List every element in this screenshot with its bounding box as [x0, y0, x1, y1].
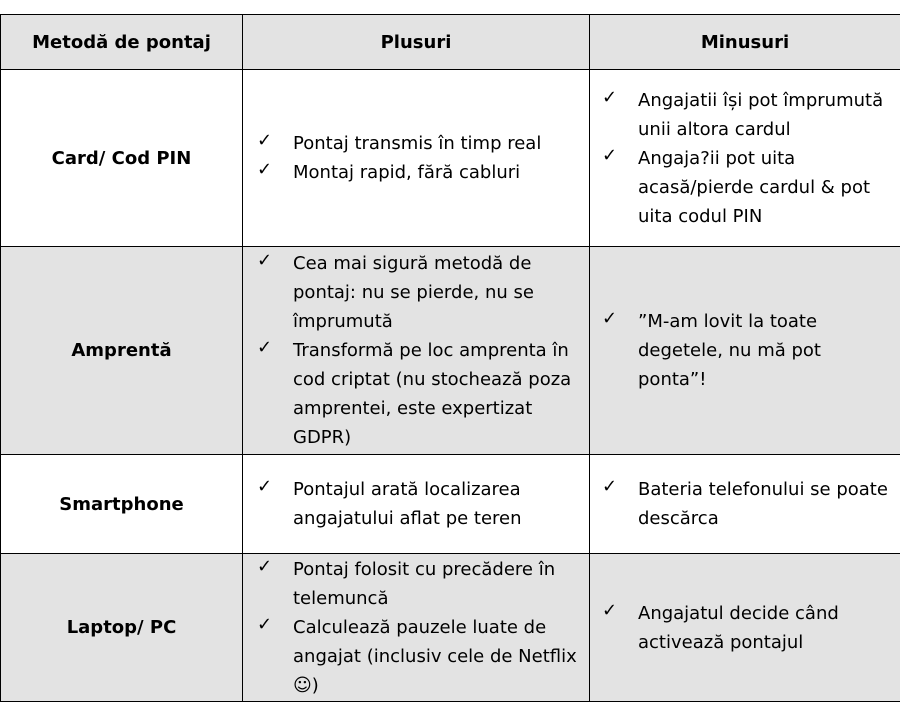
check-icon: ✓	[602, 144, 618, 166]
check-icon: ✓	[602, 599, 618, 621]
check-icon: ✓	[602, 308, 618, 329]
list-item: ✓ Bateria telefonului se poate descărca	[602, 475, 894, 533]
plus-cell	[243, 455, 590, 554]
header-row	[1, 15, 900, 70]
check-icon: ✓	[602, 86, 618, 108]
method-cell: Amprentă	[1, 247, 243, 455]
table-row	[1, 70, 900, 247]
minus-cell	[590, 247, 900, 455]
minus-list	[590, 599, 900, 657]
table-row	[1, 247, 900, 455]
check-icon: ✓	[257, 556, 273, 577]
plus-cell	[243, 247, 590, 455]
header-minus: Minusuri	[590, 15, 900, 70]
list-item: ✓ Calculează pauzele luate de angajat (inclusiv cele de Netflix ☺)	[257, 613, 583, 700]
list-item: ✓ Cea mai sigură metodă de pontaj: nu se pierde, nu se împrumută	[257, 249, 583, 336]
method-cell: Card/ Cod PIN	[1, 70, 243, 247]
list-item: ✓ Pontajul arată localizarea angajatului aflat pe teren	[257, 475, 583, 533]
check-icon: ✓	[257, 159, 273, 180]
plus-list	[243, 555, 589, 700]
minus-cell	[590, 554, 900, 702]
comparison-table	[0, 14, 900, 702]
list-item: ✓ Transformă pe loc amprenta în cod criptat (nu stochează poza amprentei, este expertizat GDPR)	[257, 336, 583, 452]
check-icon: ✓	[257, 250, 273, 271]
header-plus: Plusuri	[243, 15, 590, 70]
check-icon: ✓	[257, 337, 273, 358]
list-item: ✓ Angajatii își pot împrumută unii altora cardul	[602, 86, 894, 144]
check-icon: ✓	[257, 130, 273, 151]
list-item: ✓ Angaja?ii pot uita acasă/pierde cardul & pot uita codul PIN	[602, 144, 894, 231]
table-row	[1, 554, 900, 702]
list-item: ✓ ”M-am lovit la toate degetele, nu mă pot ponta”!	[602, 307, 894, 394]
plus-cell	[243, 554, 590, 702]
list-item: ✓ Angajatul decide când activează pontajul	[602, 599, 894, 657]
plus-list	[243, 475, 589, 533]
table-row	[1, 455, 900, 554]
header-method: Metodă de pontaj	[1, 15, 243, 70]
list-item: ✓ Pontaj folosit cu precădere în telemuncă	[257, 555, 583, 613]
plus-cell	[243, 70, 590, 247]
minus-list	[590, 86, 900, 231]
check-icon: ✓	[257, 614, 273, 635]
plus-list	[243, 249, 589, 452]
list-item: ✓ Montaj rapid, fără cabluri	[257, 158, 583, 187]
minus-list	[590, 475, 900, 533]
plus-list	[243, 129, 589, 187]
list-item: ✓ Pontaj transmis în timp real	[257, 129, 583, 158]
method-cell: Laptop/ PC	[1, 554, 243, 702]
minus-cell	[590, 455, 900, 554]
check-icon: ✓	[602, 476, 618, 497]
method-cell: Smartphone	[1, 455, 243, 554]
minus-cell	[590, 70, 900, 247]
check-icon: ✓	[257, 476, 273, 497]
minus-list	[590, 307, 900, 394]
